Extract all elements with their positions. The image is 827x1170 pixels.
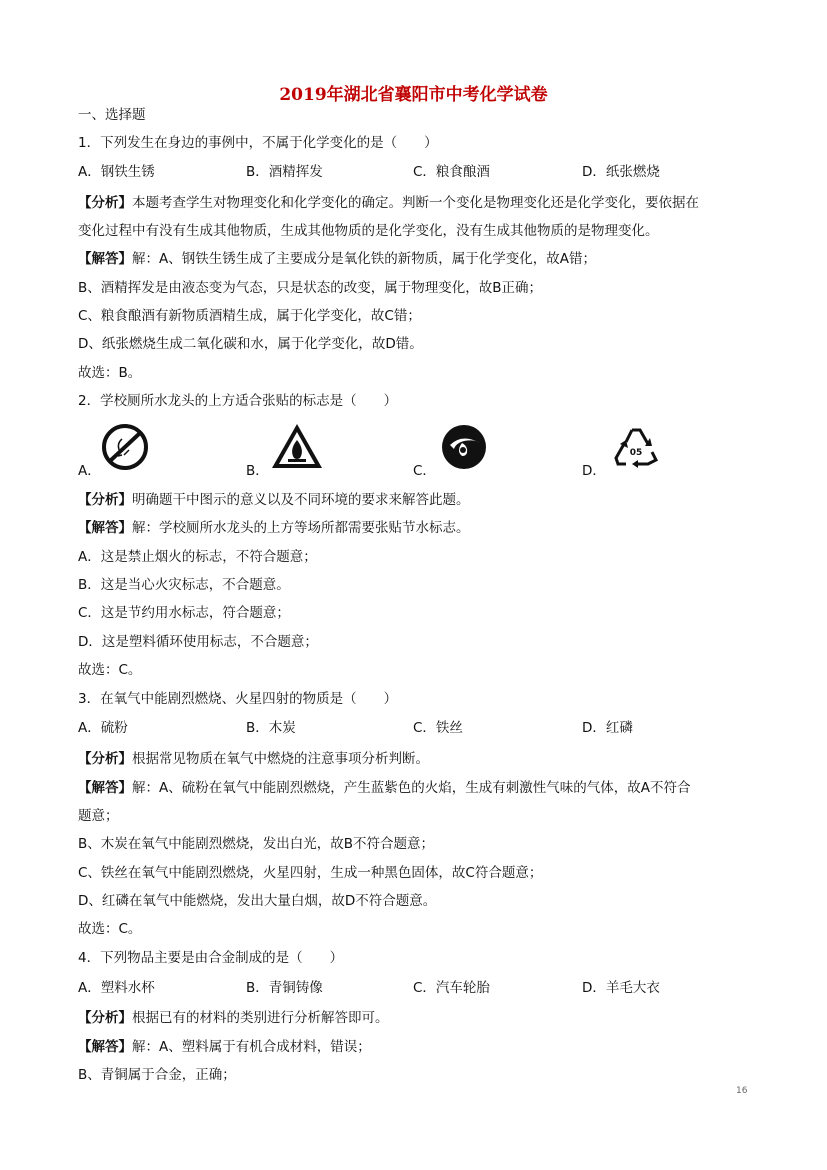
q2-option-b: B． — [246, 463, 269, 479]
q1-answer-text-3: C、粮食酿酒有新物质酒精生成，属于化学变化，故C错； — [78, 308, 421, 324]
q1-answer-text-2: B、酒精挥发是由液态变为气态，只是状态的改变，属于物理变化，故B正确； — [78, 280, 543, 296]
analysis-tag: 【分析】 — [78, 1010, 132, 1026]
q2-answer-text-5: D．这是塑料循环使用标志，不合题意； — [78, 634, 318, 650]
q3-option-b: B．木炭 — [246, 720, 296, 736]
analysis-tag: 【分析】 — [78, 195, 132, 211]
q3-option-c: C．铁丝 — [413, 720, 463, 736]
q1-choice: 故选：B。 — [78, 365, 142, 381]
q3-answer-text-1: 解：A、硫粉在氧气中能剧烈燃烧，产生蓝紫色的火焰，生成有刺激性气味的气体，故A不符合 — [132, 780, 691, 796]
q1-option-a: A．钢铁生锈 — [78, 164, 155, 180]
analysis-tag: 【分析】 — [78, 492, 132, 508]
q3-answer — [78, 779, 690, 797]
q4-answer-text-1: 解：A、塑料属于有机合成材料，错误； — [132, 1039, 371, 1055]
q1-answer-text-1: 解：A、钢铁生锈生成了主要成分是氧化铁的新物质，属于化学变化，故A错； — [132, 251, 596, 267]
q2-stem: 2．学校厕所水龙头的上方适合张贴的标志是（ ） — [78, 393, 398, 409]
q3-answer-text-3: B、木炭在氧气中能剧烈燃烧，发出白光，故B不符合题意； — [78, 836, 435, 852]
q1-option-c: C．粮食酿酒 — [413, 164, 490, 180]
q4-analysis — [78, 1009, 389, 1027]
q2-option-c: C． — [413, 463, 436, 479]
q3-choice: 故选：C。 — [78, 921, 142, 937]
q4-answer — [78, 1038, 371, 1056]
q2-analysis — [78, 491, 470, 509]
q4-answer-text-2: B、青铜属于合金，正确； — [78, 1067, 236, 1083]
q1-stem: 1．下列发生在身边的事例中，不属于化学变化的是（ ） — [78, 135, 438, 151]
q3-stem: 3．在氧气中能剧烈燃烧、火星四射的物质是（ ） — [78, 691, 398, 707]
q2-answer-text-3: B．这是当心火灾标志，不合题意。 — [78, 577, 290, 593]
q2-answer-text-2: A．这是禁止烟火的标志，不符合题意； — [78, 549, 317, 565]
answer-tag: 【解答】 — [78, 780, 132, 796]
q2-option-d: D． — [582, 463, 606, 479]
q3-answer-text-2: 题意； — [78, 808, 119, 824]
q2-choice: 故选：C。 — [78, 662, 142, 678]
q4-stem: 4．下列物品主要是由合金制成的是（ ） — [78, 950, 344, 966]
q4-analysis-text-1: 根据已有的材料的类别进行分析解答即可。 — [132, 1010, 389, 1026]
recycle-icon — [612, 424, 660, 470]
q4-option-d: D．羊毛大衣 — [582, 980, 660, 996]
answer-tag: 【解答】 — [78, 520, 132, 536]
answer-tag: 【解答】 — [78, 251, 132, 267]
q3-analysis-text-1: 根据常见物质在氧气中燃烧的注意事项分析判断。 — [132, 751, 429, 767]
q2-answer — [78, 519, 470, 537]
q1-answer — [78, 250, 596, 268]
q3-answer-text-4: C、铁丝在氧气中能剧烈燃烧，火星四射，生成一种黑色固体，故C符合题意； — [78, 865, 543, 881]
q3-option-d: D．红磷 — [582, 720, 633, 736]
q2-analysis-text-1: 明确题干中图示的意义以及不同环境的要求来解答此题。 — [132, 492, 470, 508]
q1-analysis-text-2: 变化过程中有没有生成其他物质，生成其他物质的是化学变化，没有生成其他物质的是物理变化。 — [78, 223, 659, 239]
page-title: 2019年湖北省襄阳市中考化学试卷 — [279, 85, 548, 105]
q3-analysis — [78, 750, 429, 768]
q1-answer-text-4: D、纸张燃烧生成二氧化碳和水，属于化学变化，故D错。 — [78, 336, 423, 352]
q1-analysis — [78, 194, 699, 212]
q3-option-a: A．硫粉 — [78, 720, 128, 736]
q1-option-d: D．纸张燃烧 — [582, 164, 660, 180]
q2-option-a: A． — [78, 463, 101, 479]
analysis-tag: 【分析】 — [78, 751, 132, 767]
recycle-number: 05 — [629, 448, 643, 458]
page-number: 16 — [736, 1086, 748, 1096]
q4-option-b: B．青铜铸像 — [246, 980, 323, 996]
q1-analysis-text-1: 本题考查学生对物理变化和化学变化的确定。判断一个变化是物理变化还是化学变化，要依据在 — [132, 195, 699, 211]
water-saving-icon — [440, 423, 488, 471]
q2-answer-text-1: 解：学校厕所水龙头的上方等场所都需要张贴节水标志。 — [132, 520, 470, 536]
q2-answer-text-4: C．这是节约用水标志，符合题意； — [78, 605, 290, 621]
answer-tag: 【解答】 — [78, 1039, 132, 1055]
q1-option-b: B．酒精挥发 — [246, 164, 323, 180]
q3-answer-text-5: D、红磷在氧气中能燃烧，发出大量白烟，故D不符合题意。 — [78, 893, 437, 909]
q4-option-c: C．汽车轮胎 — [413, 980, 490, 996]
section-heading: 一、选择题 — [78, 107, 146, 123]
no-fire-icon — [100, 422, 150, 472]
q4-option-a: A．塑料水杯 — [78, 980, 155, 996]
fire-warning-icon — [270, 422, 324, 470]
